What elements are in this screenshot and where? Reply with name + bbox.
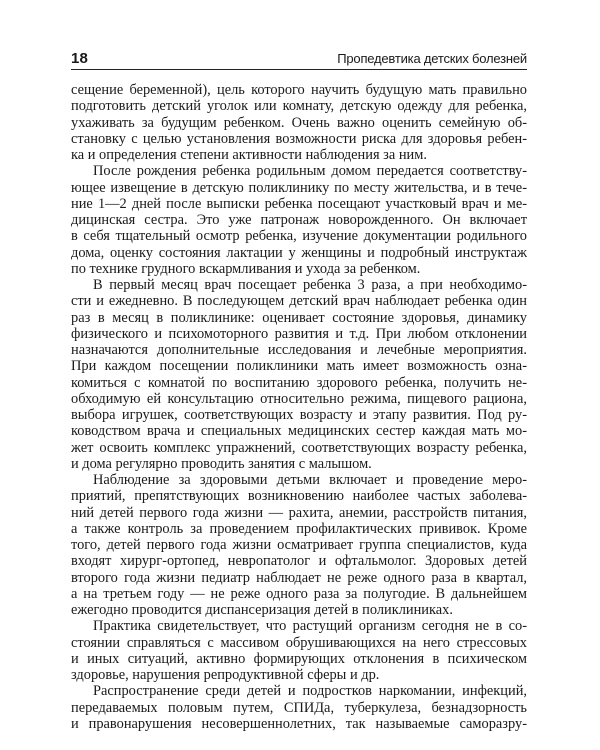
book-page — [71, 50, 527, 732]
text-line: и дома регулярно проводить занятия с малышом. — [71, 455, 372, 472]
text-line: и иных ситуаций, активно формирующих отклонения в психическом — [71, 650, 527, 667]
text-line: выбора игрушек, соответствующих возрасту и этапу развития. Под ру- — [71, 407, 527, 423]
text-line: раз в месяц в поликлинике: оценивает состояние здоровья, динамику — [71, 309, 527, 326]
text-line: ющее извещение в детскую поликлинику по месту жительства, и в тече- — [71, 179, 527, 196]
paragraph-start-line: После рождения ребенка родильным домом передается соответству- — [93, 163, 527, 180]
paragraph-start-line: Распространение среди детей и подростков наркомании, инфекций, — [93, 683, 527, 700]
text-line: дицинская сестра. Это уже патронаж новорожденного. Он включает — [71, 212, 527, 228]
text-line: передаваемых половым путем, СПИДа, туберкулеза, безнадзорность — [71, 699, 527, 716]
text-line: а на третьем году — не реже одного раза за полугодие. В дальнейшем — [71, 585, 527, 602]
text-line: дома, оценку состояния лактации у женщины и подробный инструктаж — [71, 244, 527, 261]
text-line: сти и ежедневно. В последующем детский врач наблюдает ребенка один — [71, 293, 527, 310]
text-line: стоянии справляться с массивом обрушивающихся на него стрессовых — [71, 634, 527, 651]
text-line: ухаживать за будущим ребенком. Очень важно оценить семейную об- — [71, 114, 527, 131]
paragraph-start-line: Наблюдение за здоровыми детьми включает и проведение меро- — [93, 472, 527, 488]
text-line: При каждом посещении поликлиники мать имеет возможность озна- — [71, 358, 527, 375]
text-line: и правонарушения несовершеннолетних, так называемые саморазру- — [71, 715, 527, 732]
text-line: физического и психомоторного развития и т.д. При любом отклонении — [71, 325, 527, 342]
paragraph-start-line: В первый месяц врач посещает ребенка 3 раза, а при необходимо- — [93, 277, 527, 293]
text-line: здоровье, нарушения репродуктивной сферы и др. — [71, 667, 380, 683]
text-line: а также контроль за проведением профилактических прививок. Кроме — [71, 520, 527, 537]
text-line: назначаются дополнительные исследования и лечебные мероприятия. — [71, 342, 527, 358]
text-line: сещение беременной), цель которого научить будущую мать правильно — [71, 82, 527, 98]
text-line: в себя тщательный осмотр ребенка, изучение документации родильного — [71, 228, 527, 245]
text-line: обходимую ей консультацию относительно режима, пищевого рациона, — [71, 390, 527, 407]
text-line: того, детей первого года жизни осматривает группа специалистов, куда — [71, 537, 527, 553]
text-line: входят хирург-ортопед, невропатолог и офтальмолог. Здоровых детей — [71, 553, 527, 570]
running-head — [71, 50, 527, 70]
text-line: ние 1—2 дней после выписки ребенка посещают участковый врач и ме- — [71, 195, 527, 212]
text-line: ка и определения степени активности наблюдения за ним. — [71, 147, 427, 163]
text-line: ний детей первого года жизни — рахита, анемии, расстройств питания, — [71, 504, 527, 521]
text-line: по технике грудного вскармливания и ухода за ребенком. — [71, 260, 421, 277]
body-text — [71, 82, 527, 732]
text-line: приятий, препятствующих возникновению наиболее частых заболева- — [71, 488, 527, 505]
text-line: комиться с комнатой по воспитанию здорового ребенка, получить не- — [71, 374, 527, 391]
text-line: становку с целью установления возможности риска для здоровья ребен- — [71, 130, 527, 147]
text-line: жет освоить комплекс упражнений, соответствующих возрасту ребенка, — [71, 439, 527, 456]
text-line: второго года жизни педиатр наблюдает не реже одного раза в квартал, — [71, 569, 527, 586]
text-line: ководством врача и специальных медицинских сестер каждая мать мо- — [71, 423, 527, 440]
text-line: ежегодно проводится диспансеризация детей в поликлиниках. — [71, 602, 453, 618]
page-number: 18 — [71, 50, 89, 67]
paragraph-start-line: Практика свидетельствует, что растущий организм сегодня не в со- — [93, 618, 527, 635]
running-title: Пропедевтика детских болезней — [337, 51, 527, 66]
text-line: подготовить детский уголок или комнату, детскую одежду для ребенка, — [71, 98, 527, 115]
